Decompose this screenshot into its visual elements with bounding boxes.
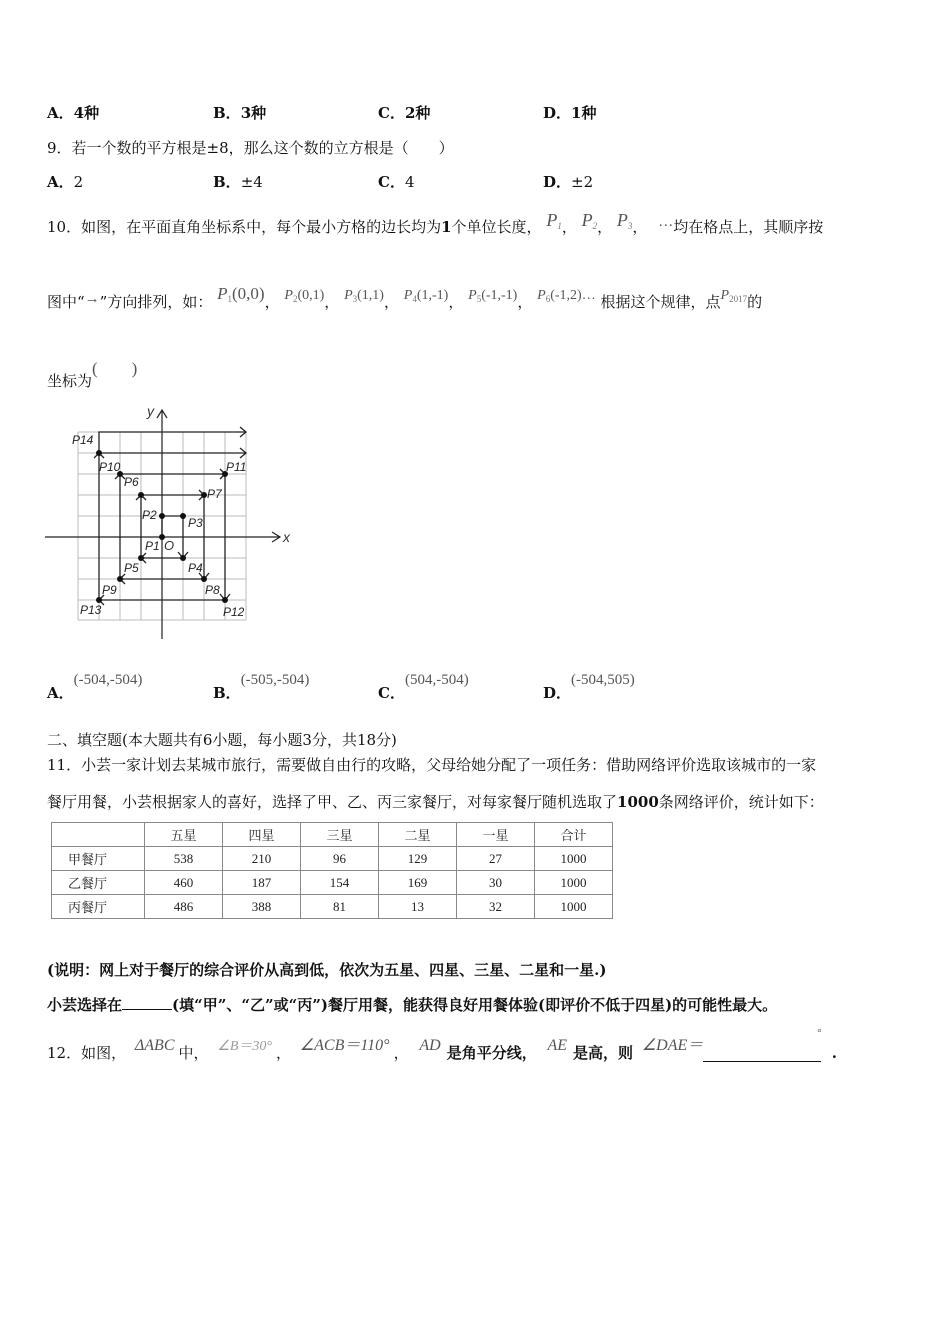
table-cell: 30 [457,871,535,895]
table-cell: 乙餐厅 [52,871,145,895]
label-p6: P6 [124,475,139,489]
label-p9: P9 [102,583,117,597]
label-p12: P12 [223,605,245,619]
q9-stem: 9．若一个数的平方根是±8，那么这个数的立方根是（ ） [47,139,454,157]
table-cell: 32 [457,895,535,919]
table-cell: 187 [223,871,301,895]
table-header-cell: 四星 [223,823,301,847]
table-cell: 129 [379,847,457,871]
q10-point-labels [72,433,246,619]
origin-label: O [164,538,175,553]
q11-question: 小芸选择在 (填“甲”、“乙”或“丙”)餐厅用餐，能获得良好用餐体验(即评价不低于四星)的可能性最大。 [47,996,778,1014]
table-header-cell: 合计 [535,823,613,847]
point-p2 [159,513,165,519]
q10-line2: 图中“→”方向排列，如： $P_1(0,0)$， $P_2(0,1)$， $P_3(1,1)$， $P_4(1,‐1)$， $P_5(‐1,‐1)$， $P_6(‐1,2)\dots$ 根据这个规律，点$P_{2017}$的 [47,284,763,311]
q12-angle-dae: ∠DAE＝ [641,1037,704,1054]
q12-angle-b: ∠B＝30° [217,1039,272,1054]
point-p1 [159,534,165,540]
q12-answer-blank[interactable] [703,1061,821,1062]
q10-seq-3: $P_3(1,1)$ [344,288,384,304]
table-cell: 388 [223,895,301,919]
label-p2: P2 [142,508,157,522]
table-header-cell: 五星 [145,823,223,847]
q10-seq-5: $P_5(‐1,‐1)$ [468,288,518,304]
q10-option-d: D．(‐504,505) [543,672,635,702]
q10-intro-p1: $P_1$ [546,210,562,231]
q10-intro-p3: $P_3$ [616,210,633,231]
point-p9 [117,576,123,582]
q10-option-a: A．(‐504,‐504) [47,672,143,702]
q10-option-b: B．(‐505,‐504) [213,672,310,702]
table-row [52,871,613,895]
point-p4 [180,555,186,561]
point-p5 [138,555,144,561]
q9-option-c: C．4 [378,173,415,191]
table-cell: 460 [145,871,223,895]
table-cell: 154 [301,871,379,895]
table-cell: 27 [457,847,535,871]
table-cell: 13 [379,895,457,919]
label-p8: P8 [205,583,220,597]
q12-line: 12．如图， ΔABC 中， ∠B＝30° ， ∠ACB＝110° ， AD 是角平分线， AE 是高，则 ∠DAE＝°. [47,1027,837,1062]
table-header-cell: 一星 [457,823,535,847]
table-header-cell: 三星 [301,823,379,847]
table-header-cell: 二星 [379,823,457,847]
table-cell: 538 [145,847,223,871]
label-p7: P7 [207,487,222,501]
table-cell: 1000 [535,871,613,895]
table-header-row [52,823,613,847]
q8-option-c: C．2种 [378,104,431,122]
q12-angle-acb: ∠ACB＝110° [299,1037,390,1054]
table-cell: 丙餐厅 [52,895,145,919]
q10-answer-paren: ( ) [92,359,138,378]
table-cell: 96 [301,847,379,871]
q10-seq-2: $P_2(0,1)$ [284,288,325,304]
point-p6 [138,492,144,498]
point-p3 [180,513,186,519]
q10-target-point: $P_{2017}$ [720,288,748,304]
label-p1: P1 [145,539,160,553]
q12-ad: AD [419,1037,441,1054]
q10-seq-4: $P_4(1,‐1)$ [403,288,449,304]
y-axis-label: y [147,403,154,419]
table-cell: 210 [223,847,301,871]
q10-seq-1: $P_1(0,0)$ [217,284,265,304]
q12-ae: AE [547,1037,568,1054]
label-p5: P5 [124,561,139,575]
label-p13: P13 [80,603,102,617]
table-row [52,847,613,871]
label-p14: P14 [72,433,94,447]
q8-option-a: A．4种 [47,104,100,122]
label-p10: P10 [99,460,121,474]
section-title-fill-blank: 二、填空题(本大题共有6小题，每小题3分，共18分) [47,731,397,749]
q10-option-c: C．(504,‐504) [378,672,469,702]
label-p11: P11 [226,460,247,474]
q10-coordinate-figure [40,402,300,642]
q8-option-b: B．3种 [213,104,267,122]
q10-line3: 坐标为( ) [47,359,138,390]
q10-seq-6: $P_6(‐1,2)\dots$ [537,288,596,304]
q11-answer-blank[interactable] [122,1009,172,1010]
table-cell: 1000 [535,847,613,871]
x-axis-label: x [283,529,290,545]
q10-intro-p2: $P_2$ [581,210,598,231]
q8-option-d: D．1种 [543,104,597,122]
table-cell: 1000 [535,895,613,919]
label-p4: P4 [188,561,203,575]
q9-option-d: D．±2 [543,173,594,191]
label-p3: P3 [188,516,203,530]
q11-line1: 11．小芸一家计划去某城市旅行，需要做自由行的攻略，父母给她分配了一项任务：借助网络评价选取该城市的一家 [47,756,817,774]
q9-option-a: A．2 [47,173,84,191]
q11-rating-table [51,822,613,919]
q12-triangle: ΔABC [134,1037,175,1054]
q11-line2: 餐厅用餐，小芸根据家人的喜好，选择了甲、乙、丙三家餐厅，对每家餐厅随机选取了1000条网络评价，统计如下： [47,793,824,811]
q9-option-b: B．±4 [213,173,263,191]
table-cell: 169 [379,871,457,895]
q10-line1: 10．如图，在平面直角坐标系中，每个最小方格的边长均为1个单位长度， $P_1$， $P_2$， $P_3$， …均在格点上，其顺序按 [47,210,824,236]
table-row [52,895,613,919]
table-header-cell [52,823,145,847]
point-p12 [222,597,228,603]
point-p8 [201,576,207,582]
table-cell: 486 [145,895,223,919]
table-cell: 81 [301,895,379,919]
q11-note: (说明：网上对于餐厅的综合评价从高到低，依次为五星、四星、三星、二星和一星.) [47,961,607,979]
table-cell: 甲餐厅 [52,847,145,871]
point-p14 [96,450,102,456]
